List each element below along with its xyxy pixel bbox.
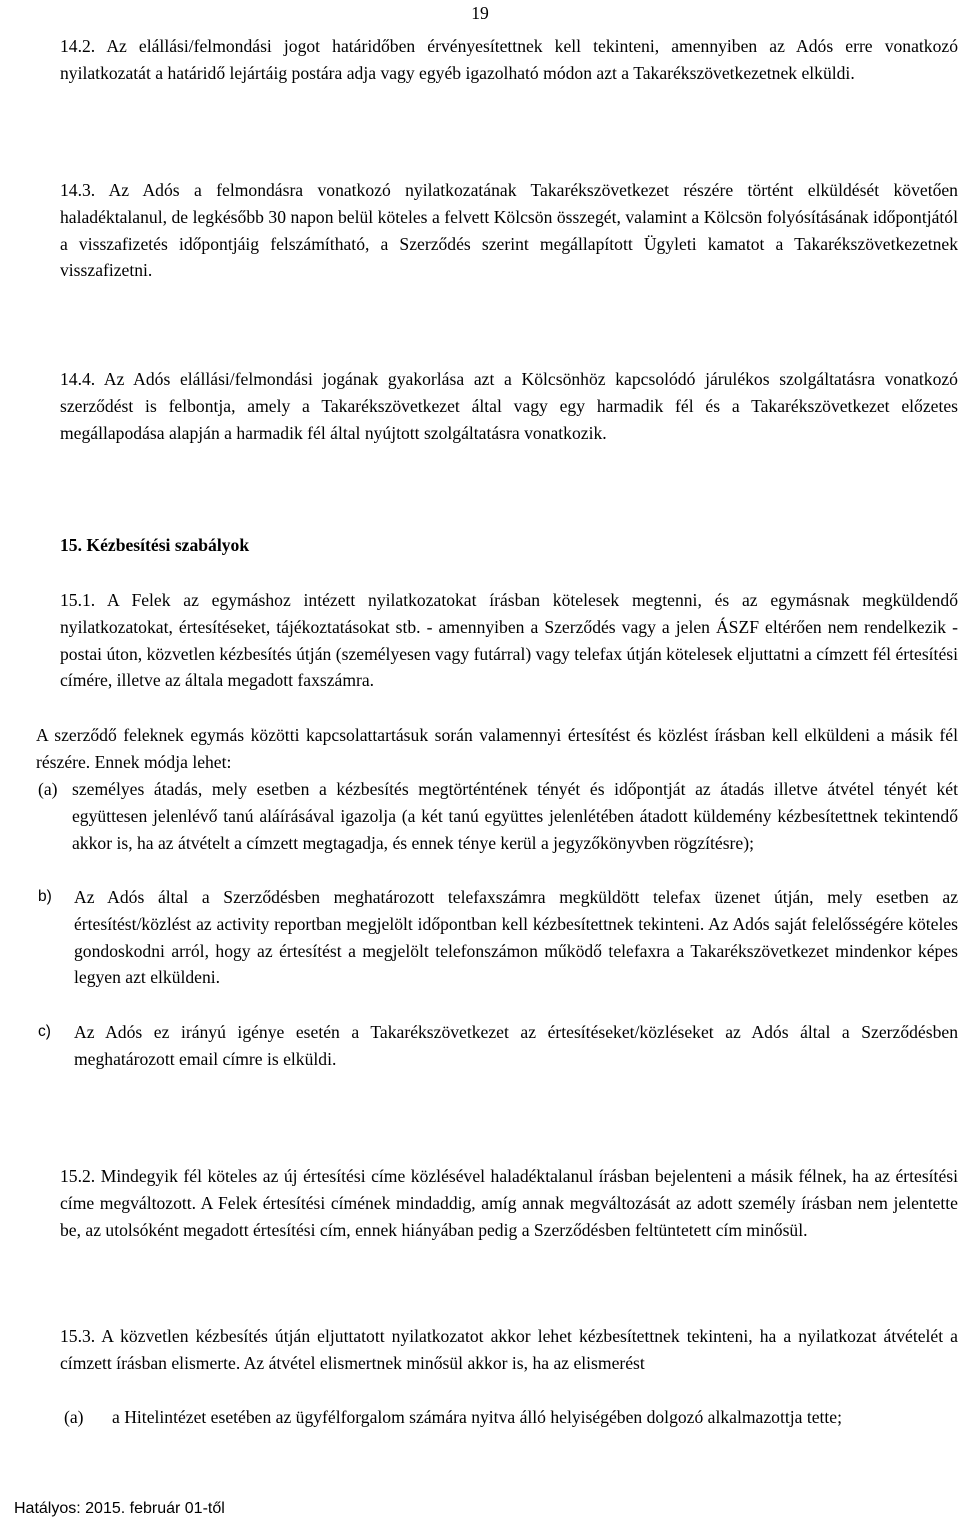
- section-number: 14.2.: [60, 36, 96, 56]
- section-text: Mindegyik fél köteles az új értesítési címe közlésével haladéktalanul írásban bejelenteni a másik félnek, ha az értesítési címe megváltozott. A Felek értesítési címének mindaddig, amíg annak megváltozását az adott személy írásban nem jelentette be, az utolsóként megadott értesítési cím, ennek hiányában pedig a Szerződésben feltüntetett cím minősül.: [60, 1166, 958, 1240]
- section-text: Az Adós a felmondásra vonatkozó nyilatkozatának Takarékszövetkezet részére történt elküldését követően haladéktalanul, de legkésőbb 30 napon belül köteles a felvett Kölcsön összegét, valamint a Kölcsön folyósításának időpontjától a visszafizetés időpontjáig felszámítható, a Szerződés szerint megállapított Ügyleti kamatot a Takarékszövetkezetnek visszafizetni.: [60, 180, 958, 281]
- section-14-3: [60, 177, 958, 284]
- section-heading-15: 15. Kézbesítési szabályok: [60, 535, 250, 555]
- section-text: Az elállási/felmondási jogot határidőben érvényesítettnek kell tekinteni, amennyiben az Adós erre vonatkozó nyilatkozatát a határidő lejártáig postára adja vagy egyéb igazolható módon azt a Takarékszövetkezetnek elküldi.: [60, 36, 958, 83]
- section-text: Az Adós elállási/felmondási jogának gyakorlása azt a Kölcsönhöz kapcsolódó járulékos szolgáltatásra vonatkozó szerződést is felbontja, amely a Takarékszövetkezet által vagy egy harmadik fél és a Takarékszövetkezet előzetes megállapodása alapján a harmadik fél által nyújtott szolgáltatásra vonatkozik.: [60, 369, 958, 443]
- section-15-2: [60, 1163, 958, 1243]
- list-item-text: Az Adós által a Szerződésben meghatározott telefaxszámra megküldött telefax üzenet útján, mely esetben az értesítést/közlést az activity reportban megjelölt időpontban kell kézbesítettnek tekinteni. Az Adós saját felelősségére köteles gondoskodni arról, hogy az értesítést a megjelölt telefonszámon működő telefaxra a Takarékszövetkezet mindenkor képes legyen azt elküldeni.: [74, 887, 958, 988]
- section-15-3: [60, 1323, 958, 1377]
- list-marker: (a): [64, 1407, 84, 1427]
- list-item-text: személyes átadás, mely esetben a kézbesítés megtörténtének tényét és időpontját az átadás illetve átvétel tényét két együttesen jelenlévő tanú aláírásával igazolja (a két tanú együttes jelenlétében átadott küldemény kézbesítettnek tekintendő akkor is, ha az átvételt a címzett megtagadja, és ennek ténye kerül a jegyzőkönyvben rögzítésre);: [72, 779, 958, 853]
- list-marker: c): [38, 1023, 51, 1040]
- list-marker: (a): [38, 779, 58, 799]
- list-item-text: Az Adós ez irányú igénye esetén a Takarékszövetkezet az értesítéseket/közléseket az Adós által a Szerződésben meghatározott email címre is elküldi.: [74, 1022, 958, 1069]
- section-text: A közvetlen kézbesítés útján eljuttatott nyilatkozatot akkor lehet kézbesítettnek tekinteni, ha a nyilatkozat átvételét a címzett írásban elismerte. Az átvétel elismertnek minősül akkor is, ha az elismerést: [60, 1326, 958, 1373]
- paragraph-text: A szerződő feleknek egymás közötti kapcsolattartásuk során valamennyi értesítést és közlést írásban kell elküldeni a másik fél részére. Ennek módja lehet:: [36, 725, 958, 772]
- section-number: 14.4.: [60, 369, 96, 389]
- section-text: A Felek az egymáshoz intézett nyilatkozatokat írásban kötelesek megtenni, és az egymásnak megküldendő nyilatkozatokat, értesítéseket, tájékoztatásokat stb. - amennyiben a Szerződés vagy a jelen ÁSZF eltérően nem rendelkezik - postai úton, közvetlen kézbesítés útján (személyesen vagy futárral) vagy telefax útján kötelesek eljuttatni a címzett fél értesítési címére, illetve az általa megadott faxszámra.: [60, 590, 958, 691]
- section-number: 15.2.: [60, 1166, 96, 1186]
- section-number: 15.1.: [60, 590, 96, 610]
- section-number: 14.3.: [60, 180, 96, 200]
- section-14-2: [60, 33, 958, 87]
- section-15-1: [60, 587, 958, 694]
- section-14-4: [60, 366, 958, 446]
- footer-validity: Hatályos: 2015. február 01-től: [14, 1500, 225, 1517]
- list-item-text: a Hitelintézet esetében az ügyfélforgalom számára nyitva álló helyiségében dolgozó alkalmazottja tette;: [112, 1407, 843, 1427]
- section-number: 15.3.: [60, 1326, 96, 1346]
- page-number: 19: [471, 3, 489, 23]
- list-marker: b): [38, 888, 52, 905]
- section-15-1-para2: [36, 722, 958, 776]
